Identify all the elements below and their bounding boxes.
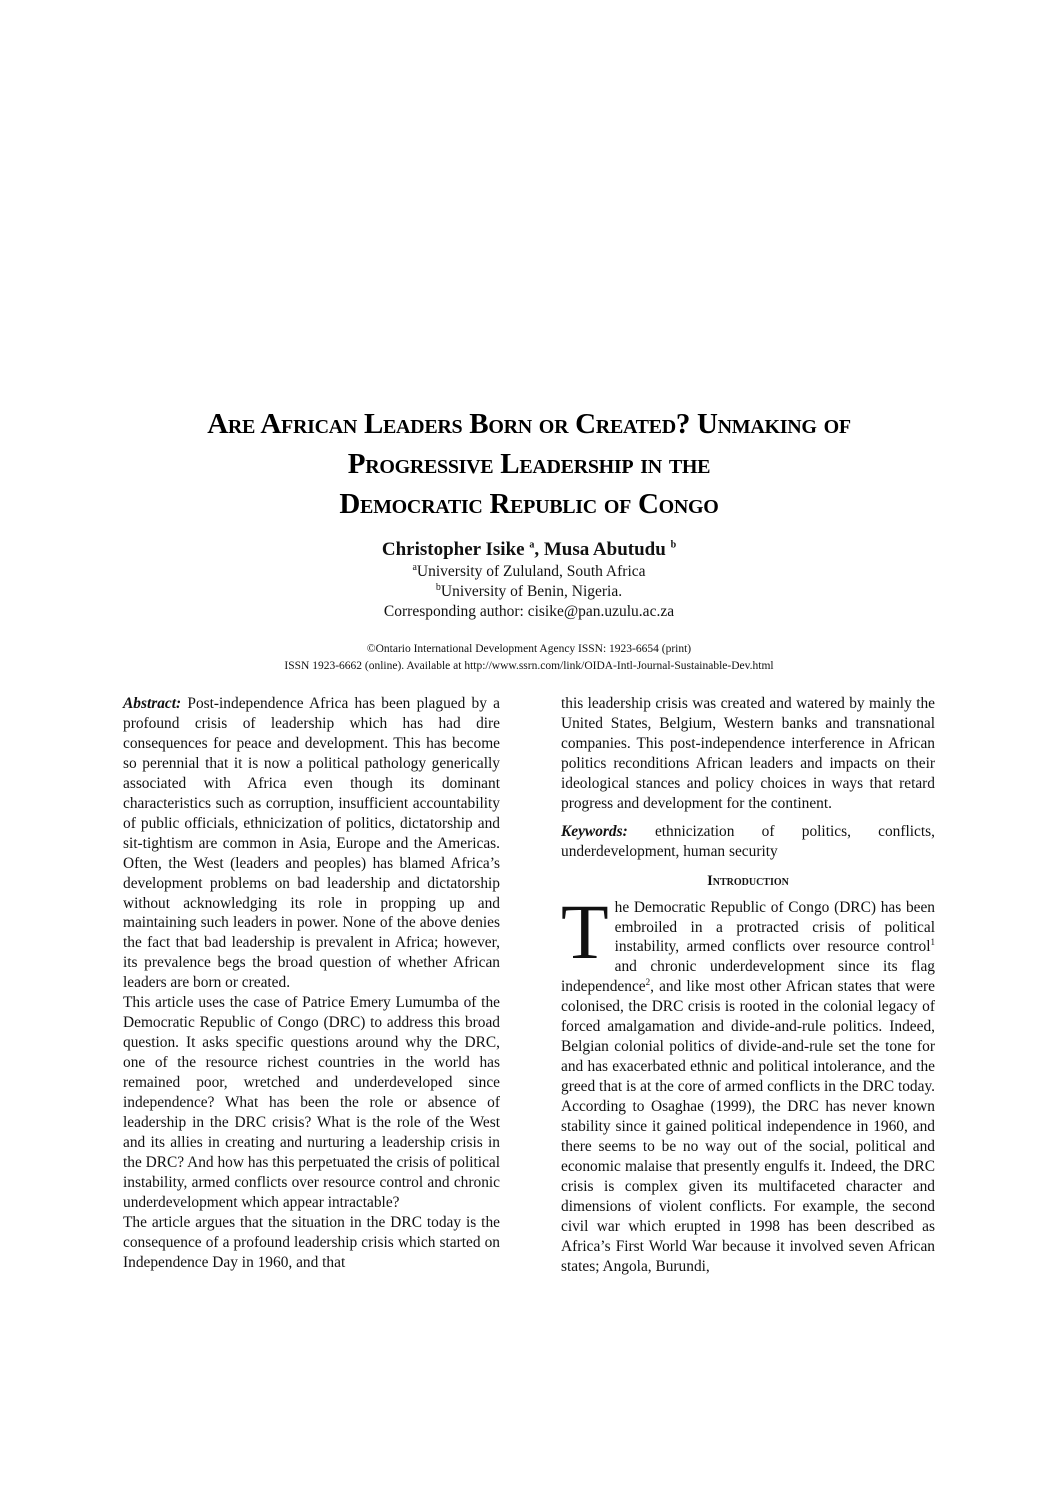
section-heading-introduction: Introduction <box>707 872 789 889</box>
keywords-label: Keywords: <box>561 822 628 840</box>
author-block <box>0 538 1058 622</box>
intro-text-2: and chronic underdevelopment since its flag independence <box>561 958 935 996</box>
keywords-text: ethnicization of politics, conflicts, underdevelopment, human security <box>561 822 935 860</box>
abstract-paragraph-1 <box>123 694 500 993</box>
affiliation-1-text: University of Zululand, South Africa <box>416 563 646 580</box>
abstract-paragraph-3a: The article argues that the situation in the DRC today is the consequence of a profound leadership crisis which started on Independence Day in 1960, and that <box>123 1213 500 1271</box>
footnote-ref-2[interactable]: 2 <box>645 977 651 988</box>
drop-cap: T <box>561 887 609 975</box>
footnote-ref-1[interactable]: 1 <box>930 937 935 948</box>
title-line-3: Democratic Republic of Congo <box>339 488 719 520</box>
author-names <box>0 538 1058 562</box>
abstract-paragraph-3b: this leadership crisis was created and watered by mainly the United States, Belgium, Western banks and transnational companies. This post-independence interference in African politics reconditions African leaders and impacts on their ideological stances and policy choices in ways that retard progress and development for the continent. <box>561 695 935 812</box>
affiliation-1 <box>0 562 1058 582</box>
author-1: Christopher Isike <box>381 539 525 560</box>
affiliation-2 <box>0 582 1058 602</box>
abstract-paragraph-2: This article uses the case of Patrice Emery Lumumba of the Democratic Republic of Congo (DRC) to address this broad question. It asks specific questions around why the DRC, one of the resource richest countries in the world has remained poor, wretched and underdeveloped since independence? What has been the role or absence of leadership in the DRC crisis? What is the role of the West and its allies in creating and nurturing a leadership crisis in the DRC? And how has this perpetuated the crisis of political instability, armed conflicts over resource control and chronic underdevelopment which appear intractable? <box>123 994 500 1211</box>
author-2: Musa Abutudu <box>543 539 666 560</box>
copyright-line-1: ©Ontario International Development Agency ISSN: 1923-6654 (print) <box>366 643 692 655</box>
title-line-2: Progressive Leadership in the <box>347 448 711 480</box>
introduction-paragraph <box>561 887 935 1277</box>
copyright-notice <box>0 641 1058 675</box>
keywords <box>561 822 935 862</box>
affiliation-1-mark: a <box>412 561 417 573</box>
corresponding-author: Corresponding author: cisike@pan.uzulu.ac.za <box>383 603 675 620</box>
affiliation-2-text: University of Benin, Nigeria. <box>440 583 623 600</box>
author-separator: , <box>534 539 544 560</box>
affiliation-2-mark: b <box>435 581 441 593</box>
copyright-line-2: ISSN 1923-6662 (online). Available at http://www.ssrn.com/link/OIDA-Intl-Journal-Sustainable-Dev.html <box>284 660 774 672</box>
title-line-1: Are African Leaders Born or Created? Unmaking of <box>207 408 851 440</box>
right-column <box>561 694 935 1277</box>
intro-text-3: , and like most other African states that were colonised, the DRC crisis is rooted in the colonial legacy of forced amalgamation and divide-and-rule politics. Indeed, Belgian colonial politics of divide-and-rule set the tone for and has exacerbated ethnic and political intolerance, and the greed that is at the core of armed conflicts in the DRC today. According to Osaghae (1999), the DRC has never known stability since it gained political independence in 1960, and there seems to be no way out of the social, political and economic malaise that presently engulfs it. Indeed, the DRC crisis is complex given its multifaceted character and dimensions of violent conflicts. For example, the second civil war which erupted in 1998 has been described as Africa’s First World War because it involved seven African states; Angola, Burundi, <box>561 978 935 1275</box>
intro-text-1: he Democratic Republic of Congo (DRC) has been embroiled in a protracted crisis of political instability, armed conflicts over resource control <box>614 898 935 956</box>
paper-title <box>0 404 1058 524</box>
abstract-label: Abstract: <box>123 695 182 712</box>
left-column <box>123 694 500 1273</box>
abstract-text-1: Post-independence Africa has been plagued by a profound crisis of leadership which has had dire consequences for peace and development. This has become so perennial that it is now a political pathology generically associated with Africa even though its dominant characteristics such as corruption, insufficient accountability of public officials, ethnicization of politics, dictatorship and sit-tightism are common in Asia, Europe and the Americas. Often, the West (leaders and peoples) has blamed Africa’s development problems on bad leadership and dictatorship without acknowledging its role in propping up and maintaining such leaders in power. None of the above denies the fact that bad leadership is prevalent in Africa; however, its prevalence begs the broad question of whether African leaders are born or created. <box>123 695 500 992</box>
author-2-affiliation-mark: b <box>670 539 677 551</box>
author-1-affiliation-mark: a <box>529 539 535 551</box>
